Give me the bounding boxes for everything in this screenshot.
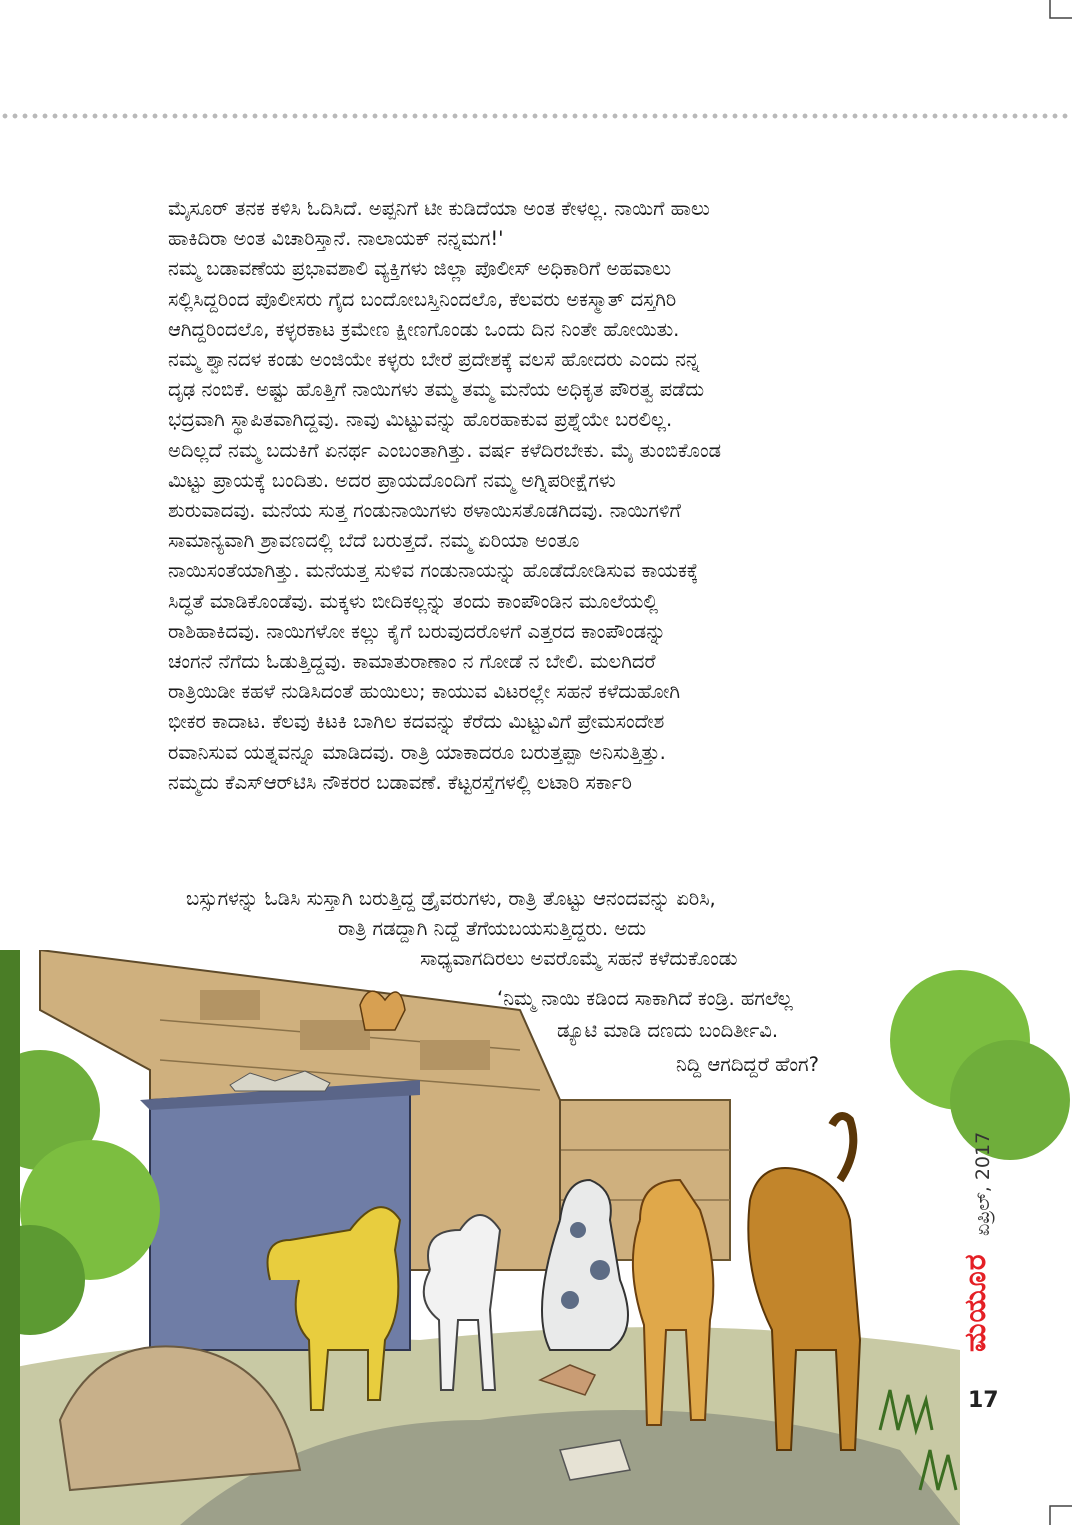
body-line: ನಮ್ಮದು ಕೆಎಸ್‌ಆರ್‌ಟಿಸಿ ನೌಕರರ ಬಡಾವಣೆ. ಕೆಟ್ಟರಸ್ತೆಗಳಲ್ಲಿ ಲಟಾರಿ ಸರ್ಕಾರಿ: [168, 770, 632, 794]
body-line: ಹಾಕಿದಿರಾ ಅಂತ ವಿಚಾರಿಸ್ತಾನೆ. ನಾಲಾಯಕ್ ನನ್ನಮಗ!': [168, 227, 504, 251]
page-number: 17: [968, 1388, 999, 1413]
tail-line: ರಾತ್ರಿ ಗಡದ್ದಾಗಿ ನಿದ್ದೆ ತೆಗೆಯಬಯಸುತ್ತಿದ್ದರು. ಅದು: [338, 917, 647, 940]
body-line: ಚಂಗನೆ ನೆಗೆದು ಓಡುತ್ತಿದ್ದವು. ಕಾಮಾತುರಾಣಾಂ ನ ಗೋಡೆ ನ ಬೇಲಿ. ಮಲಗಿದರೆ: [168, 650, 656, 674]
magazine-logo: ಮಯೂರ: [958, 1253, 993, 1352]
body-line: ಭೀಕರ ಕಾದಾಟ. ಕೆಲವು ಕಿಟಕಿ ಬಾಗಿಲ ಕದವನ್ನು ಕೆರೆದು ಮಿಟ್ಟುವಿಗೆ ಪ್ರೇಮಸಂದೇಶ: [168, 710, 665, 734]
body-line: ಸಾಮಾನ್ಯವಾಗಿ ಶ್ರಾವಣದಲ್ಲಿ ಬೆದೆ ಬರುತ್ತದೆ. ನಮ್ಮ ಏರಿಯಾ ಅಂತೂ: [168, 529, 580, 553]
tail-line: ಡ್ಯೂಟಿ ಮಾಡಿ ದಣದು ಬಂದಿರ್ತೀವಿ.: [557, 1019, 779, 1042]
crop-mark-top-right: [1036, 0, 1072, 24]
body-line: ಆಗಿದ್ದರಿಂದಲೊ, ಕಳ್ಳರಕಾಟ ಕ್ರಮೇಣ ಕ್ಷೀಣಗೊಂಡು ಒಂದು ದಿನ ನಿಂತೇ ಹೋಯಿತು.: [168, 317, 680, 341]
body-line: ಅದಿಲ್ಲದೆ ನಮ್ಮ ಬದುಕಿಗೆ ಏನರ್ಥ ಎಂಬಂತಾಗಿತ್ತು. ವರ್ಷ ಕಳೆದಿರಬೇಕು. ಮೈ ತುಂಬಿಕೊಂಡ: [168, 438, 722, 462]
tail-line: ಸಾಧ್ಯವಾಗದಿರಲು ಅವರೊಮ್ಮೆ ಸಹನೆ ಕಳೆದುಕೊಂಡು: [420, 947, 738, 970]
tail-line: ಬಸ್ಸುಗಳನ್ನು ಓಡಿಸಿ ಸುಸ್ತಾಗಿ ಬರುತ್ತಿದ್ದ ಡ್ರೈವರುಗಳು, ರಾತ್ರಿ ತೊಟ್ಟು ಆನಂದವನ್ನು ಏರಿಸಿ,: [186, 887, 716, 910]
dogs-illustration: [0, 950, 1072, 1525]
dotted-separator: [0, 112, 1072, 120]
body-line: ರಾಶಿಹಾಕಿದವು. ನಾಯಿಗಳೋ ಕಲ್ಲು ಕೈಗೆ ಬರುವುದರೊಳಗೆ ಎತ್ತರದ ಕಾಂಪೌಂಡನ್ನು: [168, 619, 666, 643]
body-line: ದೃಢ ನಂಬಿಕೆ. ಅಷ್ಟು ಹೊತ್ತಿಗೆ ನಾಯಿಗಳು ತಮ್ಮ ತಮ್ಮ ಮನೆಯ ಅಧಿಕೃತ ಪೌರತ್ವ ಪಡೆದು: [168, 378, 705, 402]
body-line: ಮೈಸೂರ್ ತನಕ ಕಳಿಸಿ ಓದಿಸಿದೆ. ಅಪ್ಪನಿಗೆ ಟೀ ಕುಡಿದೆಯಾ ಅಂತ ಕೇಳಲ್ಲ. ನಾಯಿಗೆ ಹಾಲು: [168, 197, 710, 220]
body-line: ಸಲ್ಲಿಸಿದ್ದರಿಂದ ಪೊಲೀಸರು ಗೈದ ಬಂದೋಬಸ್ತಿನಿಂದಲೊ, ಕೆಲವರು ಅಕಸ್ಮಾತ್ ದಸ್ತಗಿರಿ: [168, 287, 677, 311]
body-line: ನಮ್ಮ ಬಡಾವಣೆಯ ಪ್ರಭಾವಶಾಲಿ ವ್ಯಕ್ತಿಗಳು ಜಿಲ್ಲಾ ಪೊಲೀಸ್ ಅಧಿಕಾರಿಗೆ ಅಹವಾಲು: [168, 257, 672, 281]
body-line: ಭದ್ರವಾಗಿ ಸ್ಥಾಪಿತವಾಗಿದ್ದವು. ನಾವು ಮಿಟ್ಟುವನ್ನು ಹೊರಹಾಕುವ ಪ್ರಶ್ನೆಯೇ ಬರಲಿಲ್ಲ.: [168, 408, 673, 432]
body-line: ರಾತ್ರಿಯಿಡೀ ಕಹಳೆ ನುಡಿಸಿದಂತೆ ಹುಯಿಲು; ಕಾಯುವ ವಿಟರಲ್ಲೇ ಸಹನೆ ಕಳೆದುಹೋಗಿ: [168, 680, 681, 704]
body-line: ನಾಯಿಸಂತೆಯಾಗಿತ್ತು. ಮನೆಯತ್ತ ಸುಳಿವ ಗಂಡುನಾಯನ್ನು ಹೊಡೆದೋಡಿಸುವ ಕಾಯಕಕ್ಕೆ: [168, 559, 699, 583]
tail-line: ‘ನಿಮ್ಮ ನಾಯಿ ಕಡಿಂದ ಸಾಕಾಗಿದೆ ಕಂಡ್ರಿ. ಹಗಲೆಲ್ಲ: [497, 987, 793, 1010]
body-line: ರವಾನಿಸುವ ಯತ್ನವನ್ನೂ ಮಾಡಿದವು. ರಾತ್ರಿ ಯಾಕಾದರೂ ಬರುತ್ತಪ್ಪಾ ಅನಿಸುತ್ತಿತ್ತು.: [168, 740, 666, 764]
article-body: [168, 194, 928, 798]
body-line: ಸಿದ್ಧತೆ ಮಾಡಿಕೊಂಡೆವು. ಮಕ್ಕಳು ಬೀದಿಕಲ್ಲನ್ನು ತಂದು ಕಾಂಪೌಂಡಿನ ಮೂಲೆಯಲ್ಲಿ: [168, 589, 659, 613]
body-line: ಮಿಟ್ಟು ಪ್ರಾಯಕ್ಕೆ ಬಂದಿತು. ಅದರ ಪ್ರಾಯದೊಂದಿಗೆ ನಮ್ಮ ಅಗ್ನಿಪರೀಕ್ಷೆಗಳು: [168, 468, 616, 492]
tail-line: ನಿದ್ದಿ ಆಗದಿದ್ದರೆ ಹೆಂಗ?: [676, 1053, 819, 1076]
body-line: ಶುರುವಾದವು. ಮನೆಯ ಸುತ್ತ ಗಂಡುನಾಯಿಗಳು ಠಳಾಯಿಸತೊಡಗಿದವು. ನಾಯಿಗಳಿಗೆ: [168, 499, 681, 523]
issue-date: ಏಪ್ರಿಲ್, 2017: [972, 1131, 994, 1236]
body-line: ನಮ್ಮ ಶ್ವಾನದಳ ಕಂಡು ಅಂಜಿಯೇ ಕಳ್ಳರು ಬೇರೆ ಪ್ರದೇಶಕ್ಕೆ ವಲಸೆ ಹೋದರು ಎಂದು ನನ್ನ: [168, 348, 700, 372]
